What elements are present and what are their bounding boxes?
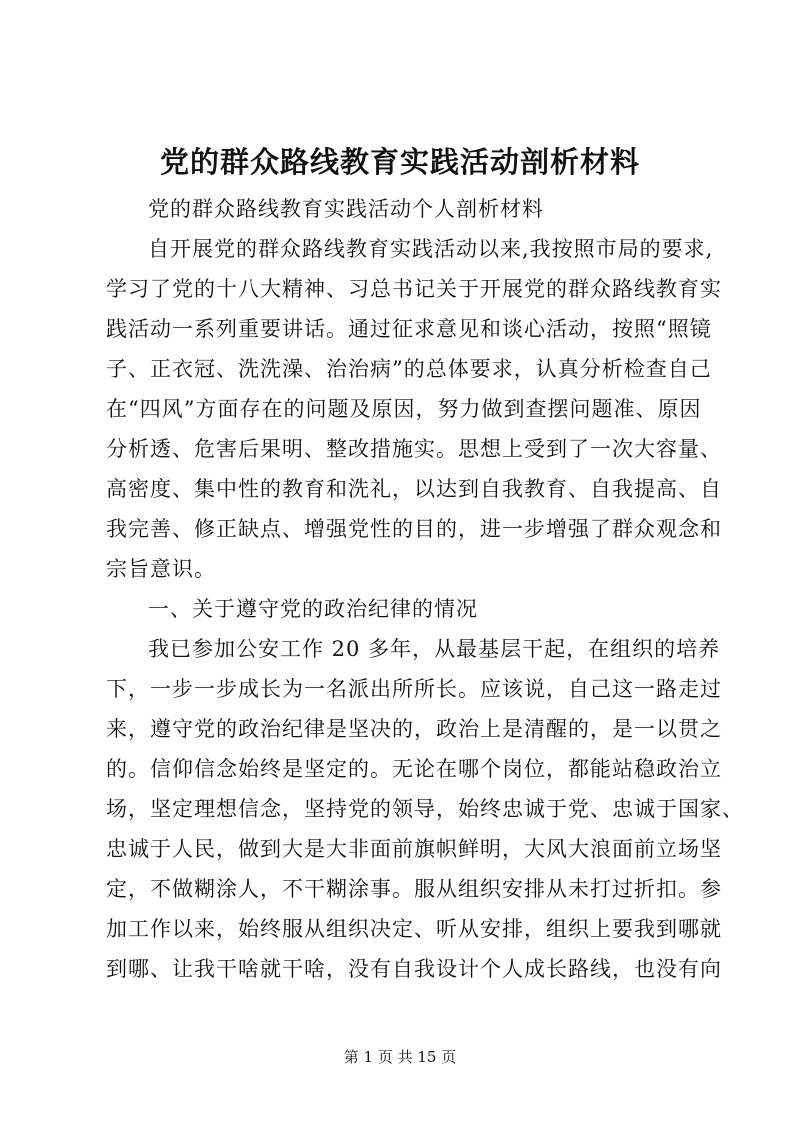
body-line: 来，遵守党的政治纪律是坚决的，政治上是清醒的，是一以贯之	[106, 717, 722, 741]
body-line: 忠诚于人民，做到大是大非面前旗帜鲜明，大风大浪面前立场坚	[106, 837, 722, 861]
body-line: 在“四风”方面存在的问题及原因，努力做到查摆问题准、原因	[106, 397, 702, 421]
body-line: 子、正衣冠、洗洗澡、治治病”的总体要求，认真分析检查自己	[106, 357, 712, 381]
body-line: 我完善、修正缺点、增强党性的目的，进一步增强了群众观念和	[106, 517, 722, 541]
body-line: 践活动一系列重要讲话。通过征求意见和谈心活动，按照“照镜	[106, 317, 712, 341]
page-number-footer: 第 1 页 共 15 页	[343, 1048, 457, 1066]
body-line: 高密度、集中性的教育和洗礼，以达到自我教育、自我提高、自	[106, 477, 722, 501]
body-line: 我已参加公安工作 20 多年，从最基层干起，在组织的培养	[148, 637, 721, 661]
body-line: 自开展党的群众路线教育实践活动以来,我按照市局的要求,	[148, 237, 714, 261]
body-line: 下，一步一步成长为一名派出所所长。应该说，自己这一路走过	[106, 677, 722, 701]
subtitle-line: 党的群众路线教育实践活动个人剖析材料	[148, 197, 544, 221]
body-line: 的。信仰信念始终是坚定的。无论在哪个岗位，都能站稳政治立	[106, 757, 722, 781]
body-line: 宗旨意识。	[106, 557, 216, 581]
body-line: 定，不做糊涂人，不干糊涂事。服从组织安排从未打过折扣。参	[106, 877, 722, 901]
body-line: 分析透、危害后果明、整改措施实。思想上受到了一次大容量、	[106, 437, 722, 461]
body-line: 到哪、让我干啥就干啥，没有自我设计个人成长路线，也没有向	[106, 957, 722, 981]
body-line: 场，坚定理想信念，坚持党的领导，始终忠诚于党、忠诚于国家、	[106, 797, 744, 821]
body-line: 学习了党的十八大精神、习总书记关于开展党的群众路线教育实	[106, 277, 722, 301]
section-heading: 一、关于遵守党的政治纪律的情况	[148, 597, 478, 621]
document-title: 党的群众路线教育实践活动剖析材料	[159, 145, 640, 179]
body-line: 加工作以来，始终服从组织决定、听从安排，组织上要我到哪就	[106, 917, 722, 941]
